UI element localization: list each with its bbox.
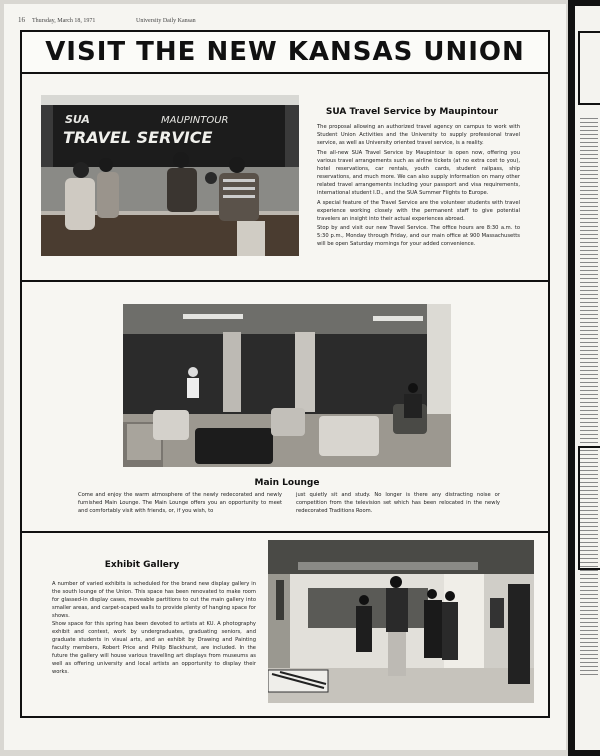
exhibit-gallery-title: Exhibit Gallery [104, 560, 180, 570]
gallery-paragraph: Show space for this spring has been devoted to artists at KU. A photography exhibit and contest, work by undergraduates, graduating seniors, and graduate students in visual arts, and an exhibit by Drawing and Painting faculty members, Robert Price and Philip Blackhurst, are included. In the future the gallery will house various travelling art displays from museums as well as offering university and local artists an opportunity to display their works. [52, 621, 256, 676]
lounge-column-1: Come and enjoy the warm atmosphere of the newly redecorated and newly furnished Main Lounge. The Main Lounge offers you an opportunity to meet and comfortably visit with friends, or, if you wish, to [78, 492, 282, 515]
advertisement-frame [20, 30, 550, 718]
travel-paragraph: A special feature of the Travel Service are the volunteer students with travel experience working closely with the permanent staff to give potential travelers an insight into their actual experiences abroad. [317, 200, 520, 223]
issue-date: Thursday, March 18, 1971 [32, 18, 96, 24]
running-head [18, 16, 558, 26]
section-divider [22, 280, 548, 282]
photo-sign-maupintour: MAUPINTOUR [161, 115, 229, 126]
lounge-column-2: just quietly sit and study. No longer is there any distracting noise or competition from the television set which has been relocated in the newly redecorated Traditions Room. [296, 492, 500, 515]
main-lounge-image [123, 304, 451, 467]
section-divider [22, 531, 548, 533]
travel-paragraph: The proposal allowing an authorized travel agency on campus to work with Student Union Activities and the University to supply professional travel service, as well as University oriented travel service, is a reality. [317, 124, 520, 147]
newspaper-name: University Daily Kansan [136, 18, 196, 24]
adjacent-box [578, 31, 600, 105]
main-lounge-title: Main Lounge [254, 478, 320, 488]
travel-service-title: SUA Travel Service by Maupintour [325, 107, 499, 117]
page-number: 16 [18, 16, 25, 24]
travel-paragraph: The all-new SUA Travel Service by Maupintour is open now, offering you various travel arrangements such as airline tickets (at no extra cost to you), hotel reservations, car rentals, youth cards, student railpass, ship reservations, and much more. We can also supply information on many other related travel arrangements including your passport and visa requirements, international student I.D., and the SUA Summer Flights to Europe. [317, 150, 520, 197]
exhibit-gallery-photo [268, 540, 534, 703]
exhibit-gallery-image [268, 540, 534, 703]
adjacent-box [578, 446, 600, 570]
gallery-paragraph: A number of varied exhibits is scheduled for the brand new display gallery in the south lounge of the Union. This space has been renovated to make room for glassed-in display cases, moveable partitions to cut the main gallery into smaller areas, and carpet-scaped walls to provide plenty of hanging space for shows. [52, 581, 256, 620]
photo-sign-travel-service: TRAVEL SERVICE [63, 128, 213, 147]
travel-service-desk-image [41, 95, 299, 256]
main-lounge-photo [123, 304, 451, 467]
newspaper-page [4, 4, 566, 750]
adjacent-text-lines [580, 118, 598, 678]
photo-sign-sua: SUA [65, 113, 90, 126]
travel-service-photo [41, 95, 299, 256]
travel-paragraph: Stop by and visit our new Travel Service. The office hours are 8:30 a.m. to 5:30 p.m., Monday through Friday, and our main office at 900 Massachusetts will be open Saturday mornings for your added convenience. [317, 225, 520, 248]
adjacent-page-edge [575, 6, 600, 750]
headline: VISIT THE NEW KANSAS UNION [22, 32, 548, 74]
